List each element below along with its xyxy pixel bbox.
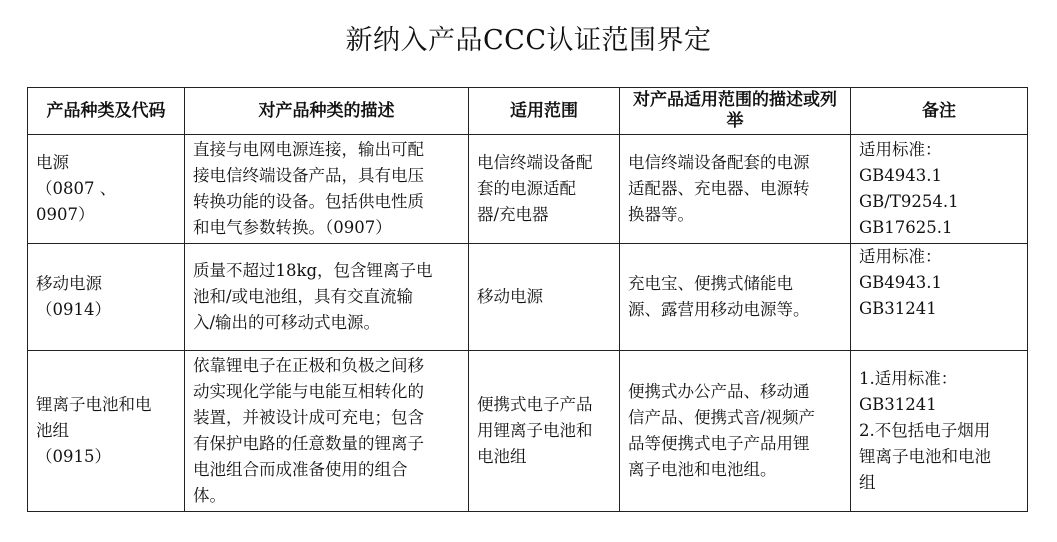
cell-line: 适用标准：: [859, 140, 942, 159]
cell-line: GB31241: [859, 395, 937, 414]
cell-line: 便携式电子产品: [477, 395, 593, 414]
header-scope-description: 对产品适用范围的描述或列举: [620, 88, 851, 135]
cell-line: 锂离子电池和电池: [859, 447, 991, 466]
cell-line: GB31241: [859, 299, 937, 318]
cell-line: 电信终端设备配套的电源: [628, 153, 810, 172]
table-header-row: [28, 88, 1028, 135]
cell-line: 电信终端设备配: [477, 153, 593, 172]
cell-line: （0807 、: [36, 179, 117, 198]
cell-line: 换器等。: [628, 205, 694, 224]
cell-notes: [851, 351, 1028, 512]
cell-line: 源、露营用移动电源等。: [628, 300, 810, 319]
cell-line: 品等便携式电子产品用锂: [628, 434, 810, 453]
cell-line: 组: [859, 473, 876, 492]
cell-line: 离子电池和电池组。: [628, 460, 777, 479]
cell-line: 池组: [36, 421, 69, 440]
cell-notes: [851, 135, 1028, 244]
cell-description: [185, 135, 469, 244]
cell-line: 2.不包括电子烟用: [859, 421, 991, 440]
header-notes: 备注: [851, 88, 1028, 135]
cell-line: 依靠锂电子在正极和负极之间移: [193, 356, 424, 375]
cell-line: 体。: [193, 486, 226, 505]
cell-line: 套的电源适配: [477, 179, 576, 198]
table-row: [28, 135, 1028, 244]
cell-line: 锂离子电池和电: [36, 395, 152, 414]
cell-line: 装置，并被设计成可充电；包含: [193, 408, 424, 427]
cell-line: 移动电源: [36, 274, 102, 293]
cell-line: 接电信终端设备产品，具有电压: [193, 166, 424, 185]
cell-line: 器/充电器: [477, 205, 549, 224]
cell-line: （0915）: [36, 447, 111, 466]
cell-line: 动实现化学能与电能互相转化的: [193, 382, 424, 401]
cell-line: 池和/或电池组，具有交直流输: [193, 287, 414, 306]
cell-line: 便携式办公产品、移动通: [628, 382, 810, 401]
cell-line: （0914）: [36, 300, 111, 319]
header-category: 产品种类及代码: [28, 88, 185, 135]
cell-scope: [469, 135, 620, 244]
cell-line: 移动电源: [477, 287, 543, 306]
cell-line: GB/T9254.1: [859, 192, 959, 211]
cell-line: 电池组: [477, 447, 527, 466]
cell-category: [28, 351, 185, 512]
cell-line: 充电宝、便携式储能电: [628, 274, 793, 293]
cell-category: [28, 244, 185, 351]
cell-scope-description: [620, 351, 851, 512]
cell-description: [185, 351, 469, 512]
table-row: [28, 351, 1028, 512]
cell-line: 适配器、充电器、电源转: [628, 179, 810, 198]
cell-notes: [851, 244, 1028, 351]
cell-scope: [469, 351, 620, 512]
cell-category: [28, 135, 185, 244]
table-row: [28, 244, 1028, 351]
cell-line: 信产品、便携式音/视频产: [628, 408, 816, 427]
cell-line: 用锂离子电池和: [477, 421, 593, 440]
cell-line: 直接与电网电源连接，输出可配: [193, 140, 424, 159]
cell-scope-description: [620, 244, 851, 351]
ccc-scope-table: [27, 87, 1028, 512]
cell-description: [185, 244, 469, 351]
cell-line: 转换功能的设备。包括供电性质: [193, 192, 424, 211]
header-scope: 适用范围: [469, 88, 620, 135]
cell-line: 1.适用标准：: [859, 369, 958, 388]
cell-line: 电池组合而成准备使用的组合: [193, 460, 408, 479]
page-title: 新纳入产品CCC认证范围界定: [345, 25, 712, 56]
cell-scope: [469, 244, 620, 351]
cell-line: 和电气参数转换。（0907）: [193, 218, 392, 237]
header-description: 对产品种类的描述: [185, 88, 469, 135]
cell-line: 质量不超过18kg，包含锂离子电: [193, 261, 433, 280]
cell-line: 有保护电路的任意数量的锂离子: [193, 434, 424, 453]
cell-line: GB4943.1: [859, 166, 943, 185]
cell-line: 适用标准：: [859, 247, 942, 266]
cell-line: 0907）: [36, 205, 95, 224]
cell-scope-description: [620, 135, 851, 244]
cell-line: GB4943.1: [859, 273, 943, 292]
cell-line: 电源: [36, 153, 69, 172]
cell-line: 入/输出的可移动式电源。: [193, 313, 381, 332]
cell-line: GB17625.1: [859, 218, 953, 237]
